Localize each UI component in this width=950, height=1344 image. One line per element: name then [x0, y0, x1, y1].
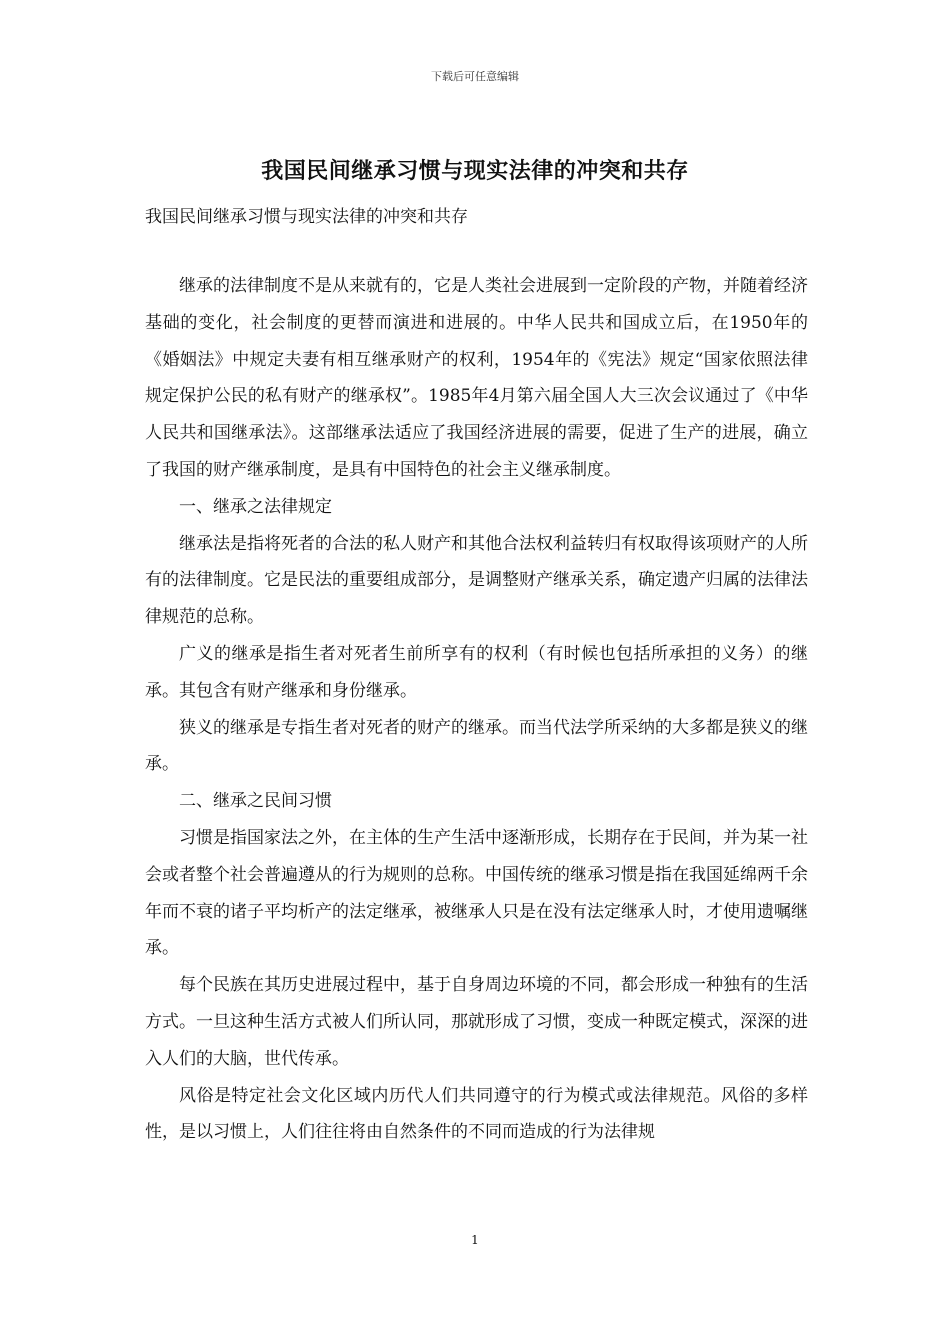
section-heading-folk-customs: 二、继承之民间习惯	[179, 791, 332, 812]
paragraph-narrow-inheritance: 狭义的继承是专指生者对死者的财产的继承。而当代法学所采纳的大多都是狭义的继承。	[145, 717, 808, 775]
document-title: 我国民间继承习惯与现实法律的冲突和共存	[261, 158, 689, 184]
paragraph-custom-definition: 习惯是指国家法之外，在主体的生产生活中逐渐形成，长期存在于民间，并为某一社会或者整个社会普遍遵从的行为规则的总称。中国传统的继承习惯是指在我国延绵两千余年而不衰的诸子平均析产的法定继承，被继承人只是在没有法定继承人时，才使用遗嘱继承。	[145, 827, 808, 959]
paragraph-intro: 继承的法律制度不是从来就有的，它是人类社会进展到一定阶段的产物，并随着经济基础的变化，社会制度的更替而演进和进展的。中华人民共和国成立后，在1950年的《婚姻法》中规定夫妻有相互继承财产的权利，1954年的《宪法》规定“国家依照法律规定保护公民的私有财产的继承权”。1985年4月第六届全国人大三次会议通过了《中华人民共和国继承法》。这部继承法适应了我国经济进展的需要，促进了生产的进展，确立了我国的财产继承制度，是具有中国特色的社会主义继承制度。	[145, 276, 808, 480]
paragraph-customs-diversity: 风俗是特定社会文化区域内历代人们共同遵守的行为模式或法律规范。风俗的多样性，是以习惯上，人们往往将由自然条件的不同而造成的行为法律规	[145, 1085, 808, 1143]
page-number: 1	[471, 1233, 479, 1247]
document-subtitle: 我国民间继承习惯与现实法律的冲突和共存	[145, 207, 468, 227]
document-body	[145, 268, 808, 1151]
paragraph-broad-inheritance: 广义的继承是指生者对死者生前所享有的权利（有时候也包括所承担的义务）的继承。其包含有财产继承和身份继承。	[145, 643, 808, 701]
paragraph-ethnic-lifestyle: 每个民族在其历史进展过程中，基于自身周边环境的不同，都会形成一种独有的生活方式。一旦这种生活方式被人们所认同，那就形成了习惯，变成一种既定模式，深深的进入人们的大脑，世代传承。	[145, 975, 808, 1069]
section-heading-legal-provisions: 一、继承之法律规定	[179, 496, 332, 517]
header-note: 下载后可任意编辑	[431, 70, 519, 83]
paragraph-inheritance-law-definition: 继承法是指将死者的合法的私人财产和其他合法权利益转归有权取得该项财产的人所有的法律制度。它是民法的重要组成部分，是调整财产继承关系，确定遗产归属的法律法律规范的总称。	[145, 533, 808, 628]
